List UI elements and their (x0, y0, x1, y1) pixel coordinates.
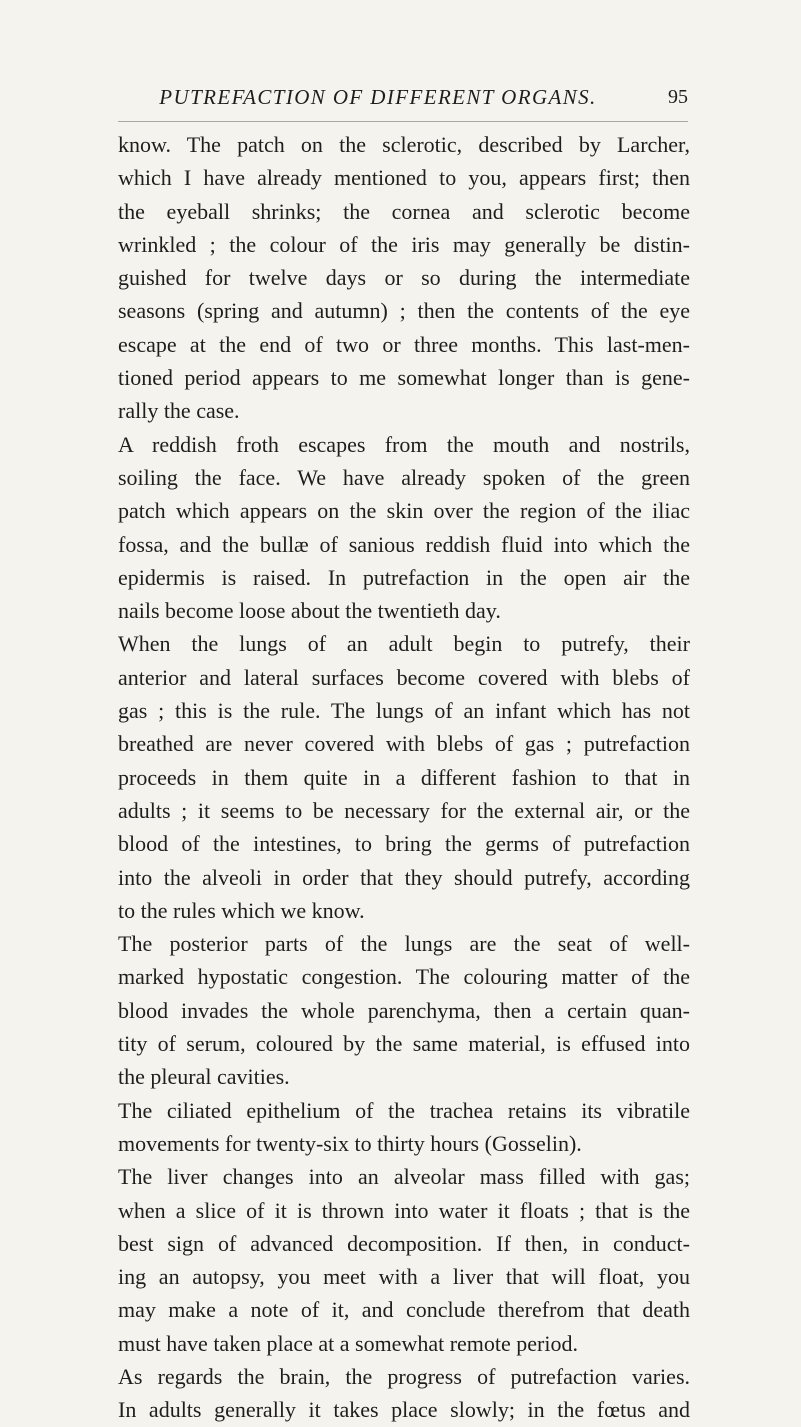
text-line: epidermis is raised. In putrefaction in the open air the (118, 564, 690, 590)
text-line: marked hypostatic congestion. The colouring matter of the (118, 964, 690, 990)
text-line: anterior and lateral surfaces become covered with blebs of (118, 664, 690, 690)
text-line: nails become loose about the twentieth day. (118, 598, 501, 624)
text-line: tioned period appears to me somewhat longer than is gene- (118, 365, 690, 391)
text-line: A reddish froth escapes from the mouth and nostrils, (118, 431, 690, 457)
text-line: patch which appears on the skin over the region of the iliac (118, 498, 690, 524)
text-line: ing an autopsy, you meet with a liver that will float, you (118, 1264, 690, 1290)
page-number: 95 (668, 86, 688, 108)
text-line: breathed are never covered with blebs of gas ; putrefaction (118, 731, 690, 757)
text-line: the pleural cavities. (118, 1064, 290, 1090)
text-line: blood of the intestines, to bring the germs of putrefaction (118, 831, 690, 857)
text-line: soiling the face. We have already spoken of the green (118, 464, 690, 490)
running-head (118, 82, 688, 118)
text-line: must have taken place at a somewhat remote period. (118, 1330, 578, 1356)
text-line: rally the case. (118, 398, 240, 424)
text-line: may make a note of it, and conclude therefrom that death (118, 1297, 690, 1323)
text-line: when a slice of it is thrown into water it floats ; that is the (118, 1197, 690, 1223)
text-line: proceeds in them quite in a different fashion to that in (118, 764, 690, 790)
text-line: adults ; it seems to be necessary for the external air, or the (118, 797, 690, 823)
text-line: to the rules which we know. (118, 897, 365, 923)
text-line: blood invades the whole parenchyma, then a certain quan- (118, 997, 690, 1023)
text-line: best sign of advanced decomposition. If then, in conduct- (118, 1230, 690, 1256)
text-line: the eyeball shrinks; the cornea and sclerotic become (118, 198, 690, 224)
text-line: The liver changes into an alveolar mass filled with gas; (118, 1164, 690, 1190)
text-line: know. The patch on the sclerotic, described by Larcher, (118, 132, 690, 157)
text-line: As regards the brain, the progress of putrefaction varies. (118, 1363, 690, 1389)
body-text (118, 128, 690, 1427)
text-line: escape at the end of two or three months. This last-men- (118, 331, 690, 357)
text-line: The ciliated epithelium of the trachea retains its vibratile (118, 1097, 690, 1123)
text-line: seasons (spring and autumn) ; then the contents of the eye (118, 298, 690, 324)
text-line: guished for twelve days or so during the intermediate (118, 265, 690, 291)
text-line: When the lungs of an adult begin to putrefy, their (118, 631, 690, 657)
text-line: In adults generally it takes place slowly; in the fœtus and (118, 1397, 690, 1423)
text-line: which I have already mentioned to you, appears first; then (118, 165, 690, 191)
running-title: PUTREFACTION OF DIFFERENT ORGANS. (159, 85, 597, 109)
text-line: into the alveoli in order that they should putrefy, according (118, 864, 690, 890)
text-line: The posterior parts of the lungs are the seat of well- (118, 931, 690, 957)
header-rule (118, 121, 688, 122)
text-line: movements for twenty-six to thirty hours (Gosselin). (118, 1130, 582, 1156)
text-line: wrinkled ; the colour of the iris may generally be distin- (118, 231, 690, 257)
text-line: fossa, and the bullæ of sanious reddish fluid into which the (118, 531, 690, 557)
text-line: gas ; this is the rule. The lungs of an infant which has not (118, 698, 690, 724)
text-line: tity of serum, coloured by the same material, is effused into (118, 1031, 690, 1057)
